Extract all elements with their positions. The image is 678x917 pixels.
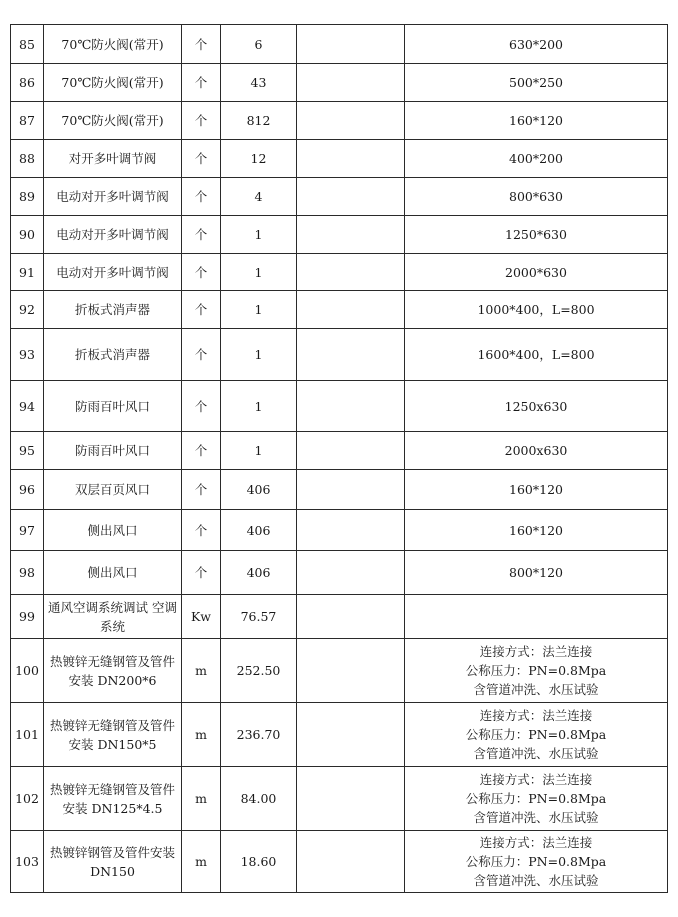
unit-cell: 个 (182, 329, 221, 381)
unit-cell: 个 (182, 291, 221, 329)
specification-line: 连接方式：法兰连接 (479, 708, 593, 723)
quantity-cell: 1 (221, 254, 297, 291)
item-name-cell: 70℃防火阀(常开) (44, 102, 182, 140)
item-number-cell: 89 (11, 178, 44, 216)
quantity-cell: 236.70 (221, 703, 297, 767)
table-row (11, 102, 668, 140)
specification-line: 公称压力：PN=0.8Mpa (465, 854, 607, 869)
specification-cell (405, 595, 668, 639)
specification-line: 含管道冲洗、水压试验 (473, 810, 599, 825)
quantity-cell: 76.57 (221, 595, 297, 639)
table-row (11, 25, 668, 64)
specification-cell (405, 831, 668, 893)
table-row (11, 381, 668, 432)
item-name-cell: 侧出风口 (44, 551, 182, 595)
table-body (11, 25, 668, 893)
specification-cell (405, 178, 668, 216)
quantity-cell: 1 (221, 329, 297, 381)
table-row (11, 551, 668, 595)
item-name-cell: 通风空调系统调试 空调系统 (44, 595, 182, 639)
unit-cell: 个 (182, 140, 221, 178)
unit-cell: 个 (182, 64, 221, 102)
table-row (11, 329, 668, 381)
specification-line: 1250*630 (505, 227, 567, 242)
quantity-cell: 18.60 (221, 831, 297, 893)
quantity-cell: 252.50 (221, 639, 297, 703)
table-row (11, 140, 668, 178)
quantity-cell: 12 (221, 140, 297, 178)
blank-cell (297, 551, 405, 595)
quantity-cell: 4 (221, 178, 297, 216)
item-name-cell: 双层百页风口 (44, 470, 182, 510)
quantity-cell: 812 (221, 102, 297, 140)
unit-cell: 个 (182, 178, 221, 216)
quantity-cell: 406 (221, 510, 297, 551)
specification-cell (405, 291, 668, 329)
item-name-cell: 折板式消声器 (44, 291, 182, 329)
blank-cell (297, 216, 405, 254)
specification-line: 630*200 (509, 36, 563, 52)
blank-cell (297, 25, 405, 64)
quantity-cell: 84.00 (221, 767, 297, 831)
item-number-cell: 98 (11, 551, 44, 595)
item-number-cell: 93 (11, 329, 44, 381)
specification-line: 160*120 (509, 482, 563, 497)
blank-cell (297, 291, 405, 329)
table-row (11, 254, 668, 291)
specification-cell (405, 703, 668, 767)
item-name-cell: 热镀锌钢管及管件安装 DN150 (44, 831, 182, 893)
specification-cell (405, 767, 668, 831)
specification-line: 连接方式：法兰连接 (479, 835, 593, 850)
specification-line: 1600*400，L=800 (477, 347, 595, 362)
item-number-cell: 100 (11, 639, 44, 703)
specification-line: 500*250 (509, 75, 563, 90)
item-name-cell: 对开多叶调节阀 (44, 140, 182, 178)
item-number-cell: 99 (11, 595, 44, 639)
item-name-cell: 折板式消声器 (44, 329, 182, 381)
quantity-cell: 406 (221, 470, 297, 510)
table-row (11, 64, 668, 102)
specification-line: 1250x630 (504, 398, 568, 414)
specification-line: 800*630 (509, 189, 563, 204)
unit-cell: 个 (182, 432, 221, 470)
item-name-cell: 热镀锌无缝钢管及管件安装 DN200*6 (44, 639, 182, 703)
unit-cell: Kw (182, 595, 221, 639)
item-name-cell: 70℃防火阀(常开) (44, 25, 182, 64)
unit-cell: 个 (182, 102, 221, 140)
specification-cell (405, 102, 668, 140)
quantity-cell: 1 (221, 216, 297, 254)
quantity-cell: 1 (221, 291, 297, 329)
item-number-cell: 97 (11, 510, 44, 551)
item-number-cell: 87 (11, 102, 44, 140)
table-row (11, 595, 668, 639)
specification-line: 2000x630 (504, 443, 568, 458)
blank-cell (297, 831, 405, 893)
specification-line: 800*120 (509, 565, 563, 580)
unit-cell: 个 (182, 254, 221, 291)
specification-line: 含管道冲洗、水压试验 (473, 873, 599, 888)
specification-cell (405, 329, 668, 381)
item-number-cell: 86 (11, 64, 44, 102)
blank-cell (297, 140, 405, 178)
quantity-cell: 1 (221, 432, 297, 470)
unit-cell: m (182, 639, 221, 703)
item-number-cell: 96 (11, 470, 44, 510)
item-name-cell: 侧出风口 (44, 510, 182, 551)
bill-of-quantities-table (10, 24, 668, 893)
unit-cell: 个 (182, 510, 221, 551)
table-row (11, 291, 668, 329)
unit-cell: 个 (182, 25, 221, 64)
quantity-cell: 1 (221, 381, 297, 432)
blank-cell (297, 254, 405, 291)
blank-cell (297, 470, 405, 510)
specification-cell (405, 639, 668, 703)
specification-cell (405, 64, 668, 102)
table-row (11, 216, 668, 254)
specification-line: 公称压力：PN=0.8Mpa (465, 727, 607, 742)
blank-cell (297, 64, 405, 102)
specification-cell (405, 432, 668, 470)
specification-line: 含管道冲洗、水压试验 (473, 682, 599, 697)
item-name-cell: 70℃防火阀(常开) (44, 64, 182, 102)
table-row (11, 639, 668, 703)
quantity-cell: 6 (221, 25, 297, 64)
item-name-cell: 防雨百叶风口 (44, 381, 182, 432)
item-number-cell: 92 (11, 291, 44, 329)
specification-cell (405, 25, 668, 64)
table-row (11, 178, 668, 216)
item-number-cell: 94 (11, 381, 44, 432)
blank-cell (297, 178, 405, 216)
specification-cell (405, 140, 668, 178)
blank-cell (297, 432, 405, 470)
unit-cell: 个 (182, 216, 221, 254)
item-number-cell: 88 (11, 140, 44, 178)
table-row (11, 432, 668, 470)
item-number-cell: 103 (11, 831, 44, 893)
specification-line: 公称压力：PN=0.8Mpa (465, 791, 607, 806)
blank-cell (297, 639, 405, 703)
item-number-cell: 90 (11, 216, 44, 254)
quantity-cell: 406 (221, 551, 297, 595)
specification-cell (405, 470, 668, 510)
specification-cell (405, 510, 668, 551)
item-name-cell: 热镀锌无缝钢管及管件安装 DN125*4.5 (44, 767, 182, 831)
item-name-cell: 电动对开多叶调节阀 (44, 216, 182, 254)
table-row (11, 767, 668, 831)
item-name-cell: 防雨百叶风口 (44, 432, 182, 470)
table-row (11, 703, 668, 767)
specification-line: 含管道冲洗、水压试验 (473, 746, 599, 761)
specification-cell (405, 551, 668, 595)
specification-line: 连接方式：法兰连接 (479, 644, 593, 659)
unit-cell: m (182, 703, 221, 767)
unit-cell: 个 (182, 551, 221, 595)
specification-line: 1000*400，L=800 (477, 302, 595, 317)
unit-cell: 个 (182, 470, 221, 510)
blank-cell (297, 595, 405, 639)
specification-cell (405, 254, 668, 291)
blank-cell (297, 329, 405, 381)
unit-cell: m (182, 831, 221, 893)
specification-line: 400*200 (509, 151, 563, 166)
unit-cell: m (182, 767, 221, 831)
table-row (11, 510, 668, 551)
item-number-cell: 95 (11, 432, 44, 470)
blank-cell (297, 510, 405, 551)
specification-line: 160*120 (509, 522, 563, 538)
blank-cell (297, 767, 405, 831)
table-row (11, 470, 668, 510)
specification-line: 160*120 (509, 113, 563, 128)
table-row (11, 831, 668, 893)
specification-line: 2000*630 (505, 264, 567, 280)
item-name-cell: 电动对开多叶调节阀 (44, 254, 182, 291)
item-number-cell: 91 (11, 254, 44, 291)
specification-cell (405, 216, 668, 254)
item-number-cell: 85 (11, 25, 44, 64)
quantity-cell: 43 (221, 64, 297, 102)
item-number-cell: 101 (11, 703, 44, 767)
item-name-cell: 电动对开多叶调节阀 (44, 178, 182, 216)
item-number-cell: 102 (11, 767, 44, 831)
unit-cell: 个 (182, 381, 221, 432)
specification-cell (405, 381, 668, 432)
blank-cell (297, 703, 405, 767)
blank-cell (297, 381, 405, 432)
item-name-cell: 热镀锌无缝钢管及管件安装 DN150*5 (44, 703, 182, 767)
specification-line: 公称压力：PN=0.8Mpa (465, 663, 607, 678)
blank-cell (297, 102, 405, 140)
specification-line: 连接方式：法兰连接 (479, 772, 593, 787)
